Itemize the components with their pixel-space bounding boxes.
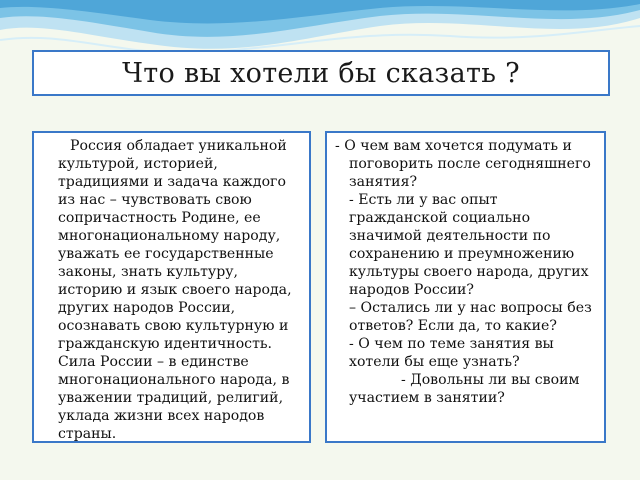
- question-5: - Довольны ли вы своим участием в занятии?: [349, 372, 580, 406]
- question-1: - О чем вам хочется подумать и поговорить после сегодняшнего занятия?: [335, 138, 591, 190]
- question-4: - О чем по теме занятия вы хотели бы еще узнать?: [349, 336, 554, 370]
- question-3: – Остались ли у нас вопросы без ответов? Если да, то какие?: [349, 300, 592, 334]
- questions-text: [335, 137, 600, 407]
- question-2: - Есть ли у вас опыт гражданской социально значимой деятельности по сохранению и преумножению культуры своего народа, других народов России?: [349, 192, 589, 298]
- slide-title: Что вы хотели бы сказать ?: [32, 50, 610, 96]
- questions-panel: [325, 131, 606, 443]
- left-text: Россия обладает уникальной культурой, историей, традициями и задача каждого из нас – чувствовать свою сопричастность Родине, ее многонациональному народу, уважать ее государственные законы, знать культуру, историю и язык своего народа, других народов России, осознавать свою культурную и гражданскую идентичность. Сила России – в единстве многонационального народа, в уважении традиций, религий, уклада жизни всех народов страны.: [58, 138, 292, 442]
- left-text-panel: [32, 131, 311, 443]
